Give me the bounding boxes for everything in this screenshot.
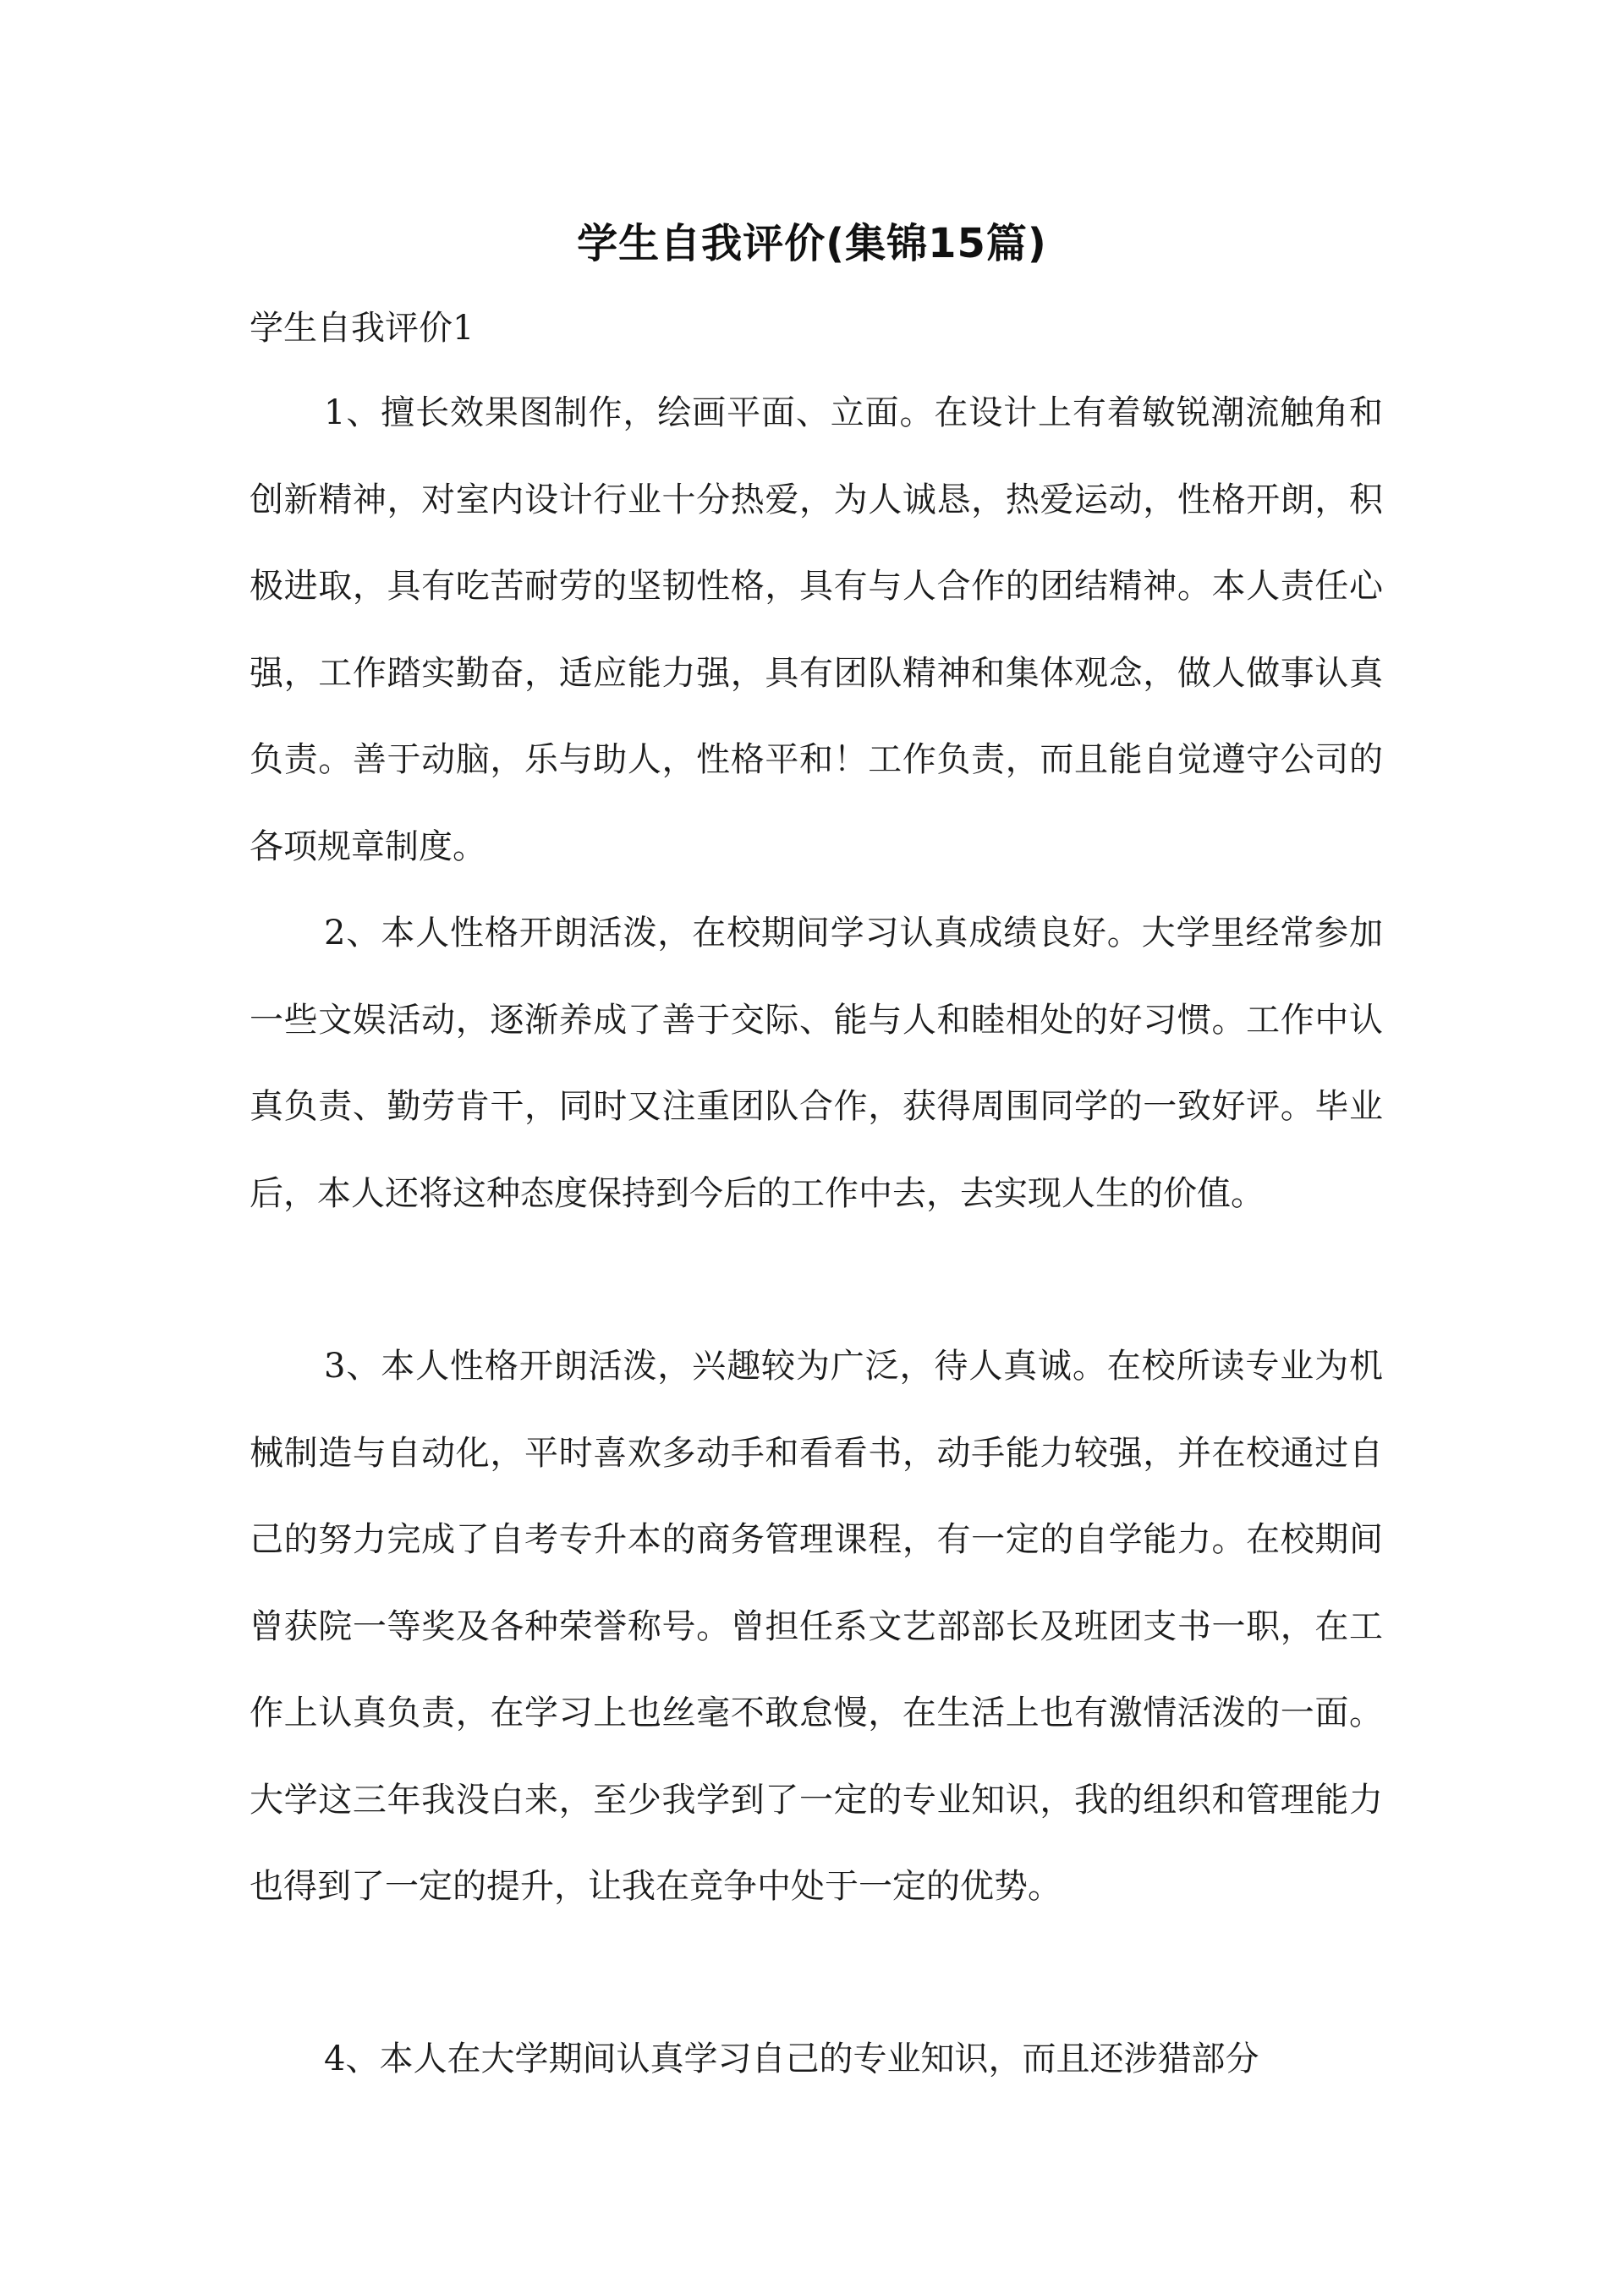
paragraph-1: 1、擅长效果图制作，绘画平面、立面。在设计上有着敏锐潮流触角和创新精神，对室内设计行业十分热爱，为人诚恳，热爱运动，性格开朗，积极进取，具有吃苦耐劳的坚韧性格，具有与人合作的团结精神。本人责任心强，工作踏实勤奋，适应能力强，具有团队精神和集体观念，做人做事认真负责。善于动脑，乐与助人，性格平和！工作负责，而且能自觉遵守公司的各项规章制度。 <box>250 393 1383 866</box>
section-heading: 学生自我评价1 <box>250 309 475 348</box>
document-title: 学生自我评价(集锦15篇) <box>577 220 1047 267</box>
paragraph-2: 2、本人性格开朗活泼，在校期间学习认真成绩良好。大学里经常参加一些文娱活动，逐渐养成了善于交际、能与人和睦相处的好习惯。工作中认真负责、勤劳肯干，同时又注重团队合作，获得周围同学的一致好评。毕业后，本人还将这种态度保持到今后的工作中去，去实现人生的价值。 <box>250 914 1383 1213</box>
paragraph-4: 4、本人在大学期间认真学习自己的专业知识，而且还涉猎部分 <box>324 2040 1259 2078</box>
paragraph-3: 3、本人性格开朗活泼，兴趣较为广泛，待人真诚。在校所读专业为机械制造与自动化，平时喜欢多动手和看看书，动手能力较强，并在校通过自己的努力完成了自考专升本的商务管理课程，有一定的自学能力。在校期间曾获院一等奖及各种荣誉称号。曾担任系文艺部部长及班团支书一职，在工作上认真负责，在学习上也丝毫不敢怠慢，在生活上也有激情活泼的一面。大学这三年我没白来，至少我学到了一定的专业知识，我的组织和管理能力也得到了一定的提升，让我在竞争中处于一定的优势。 <box>250 1347 1383 1906</box>
